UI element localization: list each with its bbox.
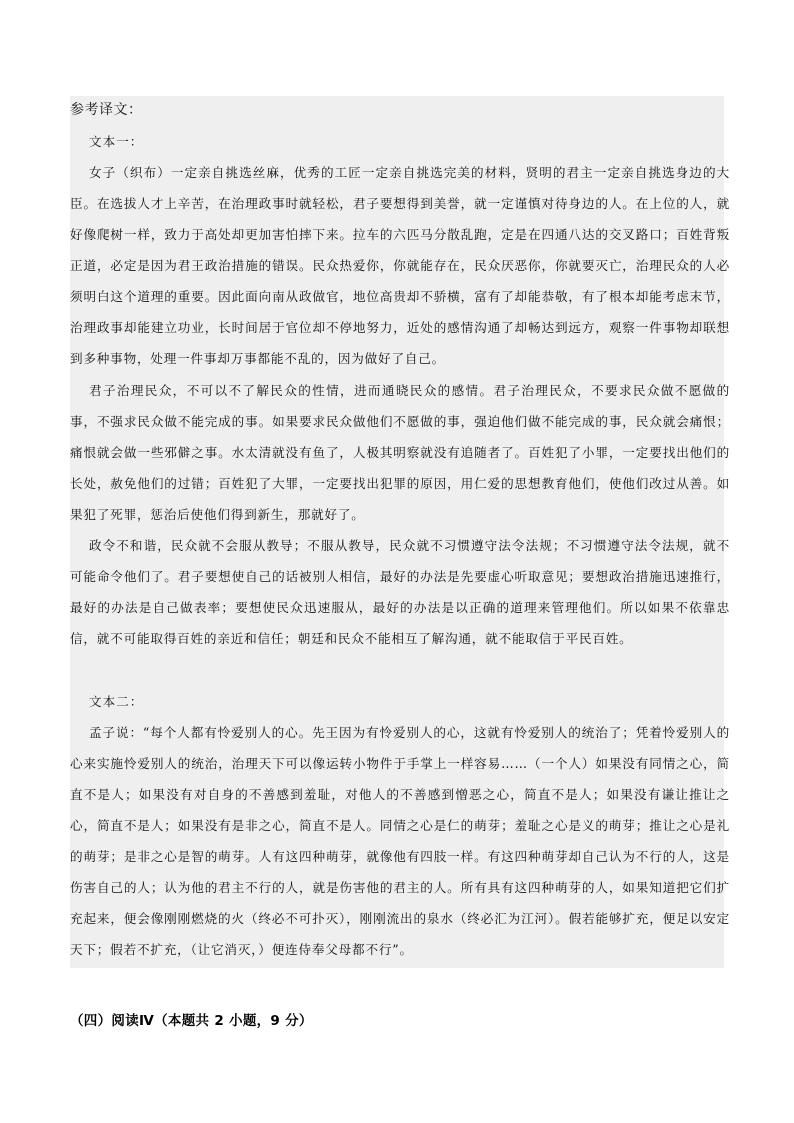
text1-paragraph-2: 君子治理民众，不可以不了解民众的性情，进而通晓民众的感情。君子治理民众，不要求民众做不愿做的事，不强求民众做不能完成的事。如果要求民众做他们不愿做的事，强迫他们做不能完成的事，民众就会痛恨；痛恨就会做一些邪僻之事。水太清就没有鱼了，人极其明察就没有追随者了。百姓犯了小罪，一定要找出他们的长处，赦免他们的过错；百姓犯了大罪，一定要找出犯罪的原因，用仁爱的思想教育他们，使他们改过从善。如果犯了死罪，惩治后使他们得到新生，那就好了。 (70, 383, 730, 522)
section-4-heading: （四）阅读Ⅳ（本题共 2 小题，9 分） (70, 1013, 313, 1029)
text2-paragraph: 孟子说：“每个人都有怜爱别人的心。先王因为有怜爱别人的心，这就有怜爱别人的统治了；凭着怜爱别人的心来实施怜爱别人的统治，治理天下可以像运转小物件于手掌上一样容易……（一个人）如果没有同情之心，简直不是人；如果没有对自身的不善感到羞耻，对他人的不善感到憎恶之心，简直不是人；如果没有谦让推让之心，简直不是人；如果没有是非之心，简直不是人。同情之心是仁的萌芽；羞耻之心是义的萌芽；推让之心是礼的萌芽；是非之心是智的萌芽。人有这四种萌芽，就像他有四肢一样。有这四种萌芽却自己认为不行的人，这是伤害自己的人；认为他的君主不行的人，就是伤害他的君主的人。所有具有这四种萌芽的人，如果知道把它们扩充起来，便会像刚刚燃烧的火（终必不可扑灭），刚刚流出的泉水（终必汇为江河）。假若能够扩充，便足以安定天下；假若不扩充，（让它消灭，）便连侍奉父母都不行”。 (70, 725, 730, 957)
text1-paragraph-1: 女子（织布）一定亲自挑选丝麻，优秀的工匠一定亲自挑选完美的材料，贤明的君主一定亲自挑选身边的大臣。在选拔人才上辛苦，在治理政事时就轻松，君子要想得到美誉，就一定谨慎对待身边的人。在上位的人，就好像爬树一样，致力于高处却更加害怕摔下来。拉车的六匹马分散乱跑，定是在四通八达的交叉路口；百姓背叛正道，必定是因为君王政治措施的错误。民众热爱你，你就能存在，民众厌恶你，你就要灭亡，治理民众的人必须明白这个道理的重要。因此面向南从政做官，地位高贵却不骄横，富有了却能恭敬，有了根本却能考虑末节，治理政事却能建立功业，长时间居于官位却不停地努力，近处的感情沟通了却畅达到远方，观察一件事物却联想到多种事物，处理一件事却万事都能不乱的，因为做好了自己。 (70, 165, 730, 366)
text2-label: 文本二： (89, 694, 144, 709)
text1-label: 文本一： (89, 134, 144, 149)
reference-translation-heading: 参考译文： (70, 102, 143, 118)
text1-paragraph-3: 政令不和谐，民众就不会服从教导；不服从教导，民众就不习惯遵守法令法规；不习惯遵守法令法规，就不可能命令他们了。君子要想使自己的话被别人相信，最好的办法是先要虚心听取意见；要想政治措施迅速推行，最好的办法是自己做表率；要想使民众迅速服从，最好的办法是以正确的道理来管理他们。所以如果不依靠忠信，就不可能取得百姓的亲近和信任；朝廷和民众不能相互了解沟通，就不能取信于平民百姓。 (70, 538, 730, 646)
